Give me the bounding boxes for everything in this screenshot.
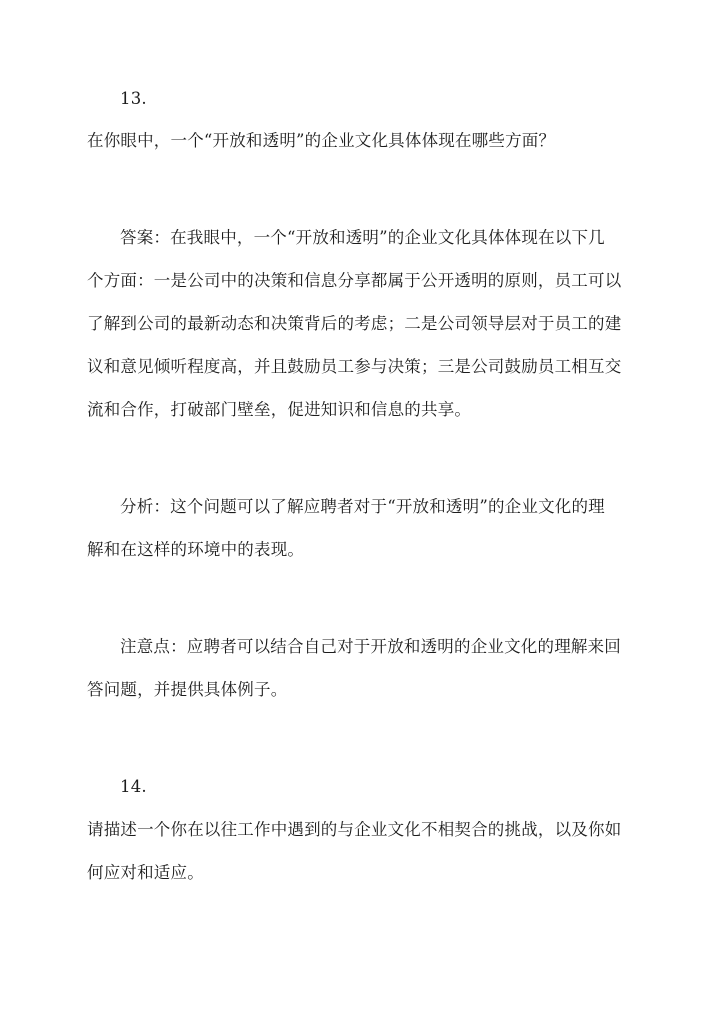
answer-13-line: 了解到公司的最新动态和决策背后的考虑；二是公司领导层对于员工的建: [87, 314, 622, 333]
question-13-number: 13.: [120, 89, 147, 108]
question-14-number: 14.: [120, 777, 147, 796]
answer-13-line: 流和合作，打破部门壁垒，促进知识和信息的共享。: [87, 400, 472, 419]
answer-13-line: 议和意见倾听程度高，并且鼓励员工参与决策；三是公司鼓励员工相互交: [87, 357, 622, 376]
analysis-13-line: 分析：这个问题可以了解应聘者对于“开放和透明”的企业文化的理: [120, 497, 605, 516]
analysis-13-line: 解和在这样的环境中的表现。: [87, 540, 305, 559]
notes-13-line: 答问题，并提供具体例子。: [87, 680, 288, 699]
question-14-line: 何应对和适应。: [87, 863, 204, 882]
answer-13-line: 答案：在我眼中，一个“开放和透明”的企业文化具体体现在以下几: [120, 228, 605, 247]
question-14-line: 请描述一个你在以往工作中遇到的与企业文化不相契合的挑战，以及你如: [87, 820, 622, 839]
question-13-text: 在你眼中，一个“开放和透明”的企业文化具体体现在哪些方面？: [87, 131, 556, 150]
notes-13-line: 注意点：应聘者可以结合自己对于开放和透明的企业文化的理解来回: [120, 637, 621, 656]
answer-13-line: 个方面：一是公司中的决策和信息分享都属于公开透明的原则，员工可以: [87, 271, 622, 290]
